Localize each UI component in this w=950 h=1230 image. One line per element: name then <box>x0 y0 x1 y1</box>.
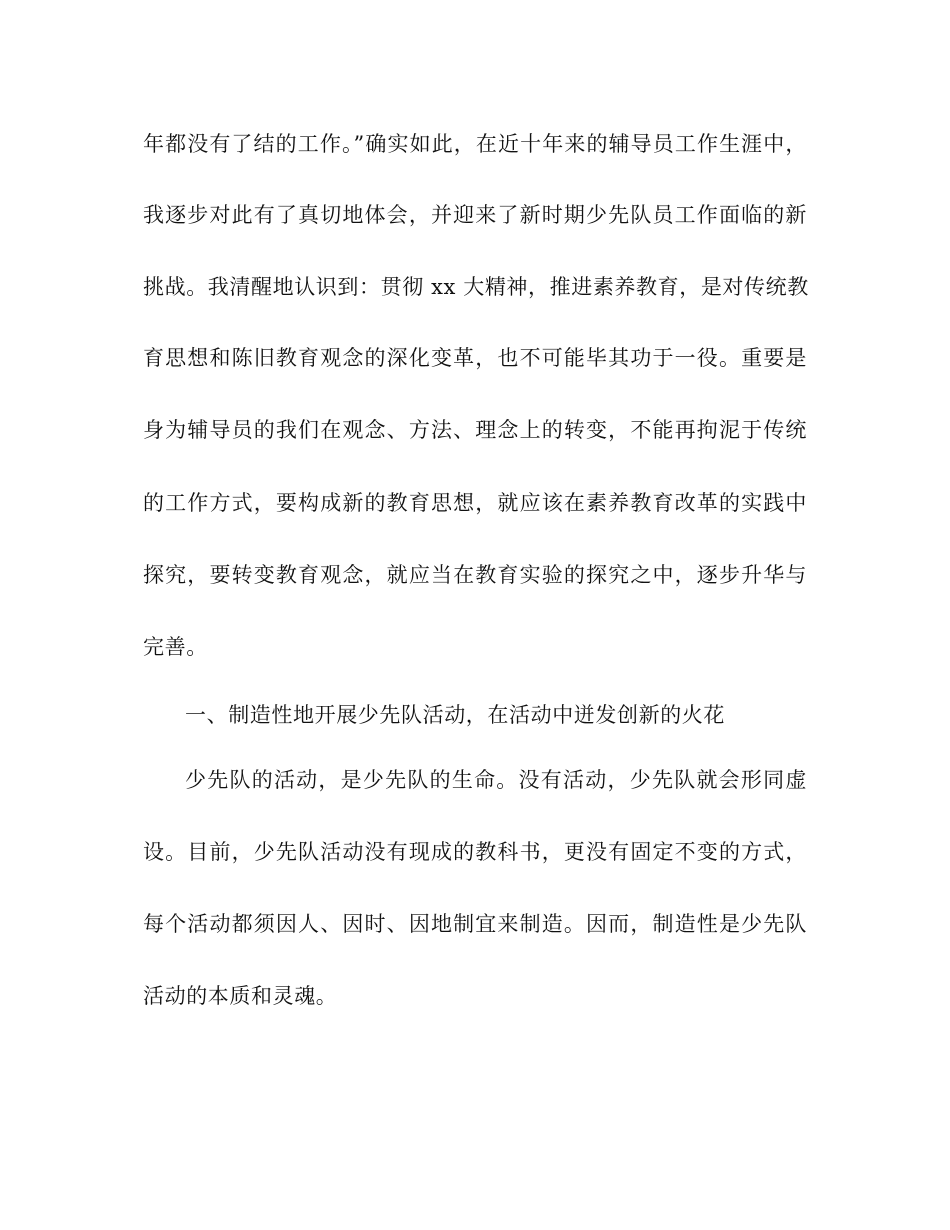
paragraph-2-line-1: 少先队的活动，是少先队的生命。没有活动，少先队就会形同虚 <box>185 768 807 792</box>
paragraph-1-line-7: 探究，要转变教育观念，就应当在教育实验的探究之中，逐步升华与 <box>143 563 807 587</box>
paragraph-1-line-6: 的工作方式，要构成新的教育思想，就应该在素养教育改革的实践中 <box>143 491 807 515</box>
paragraph-1-line-4: 育思想和陈旧教育观念的深化变革，也不可能毕其功于一役。重要是 <box>143 346 807 370</box>
paragraph-2-line-2: 设。目前，少先队活动没有现成的教科书，更没有固定不变的方式， <box>143 840 807 864</box>
paragraph-1-line-3: 挑战。我清醒地认识到：贯彻 xx 大精神，推进素养教育，是对传统教 <box>143 275 809 299</box>
paragraph-1-line-1: 年都没有了结的工作。”确实如此，在近十年来的辅导员工作生涯中， <box>143 132 807 156</box>
paragraph-1-line-2: 我逐步对此有了真切地体会，并迎来了新时期少先队员工作面临的新 <box>143 203 807 227</box>
paragraph-2-line-3: 每个活动都须因人、因时、因地制宜来制造。因而，制造性是少先队 <box>143 912 807 936</box>
paragraph-1-line-5: 身为辅导员的我们在观念、方法、理念上的转变，不能再拘泥于传统 <box>143 418 807 442</box>
paragraph-1-line-8: 完善。 <box>143 635 208 659</box>
paragraph-2-line-4: 活动的本质和灵魂。 <box>143 984 338 1008</box>
section-heading: 一、制造性地开展少先队活动，在活动中迸发创新的火花 <box>185 703 725 727</box>
